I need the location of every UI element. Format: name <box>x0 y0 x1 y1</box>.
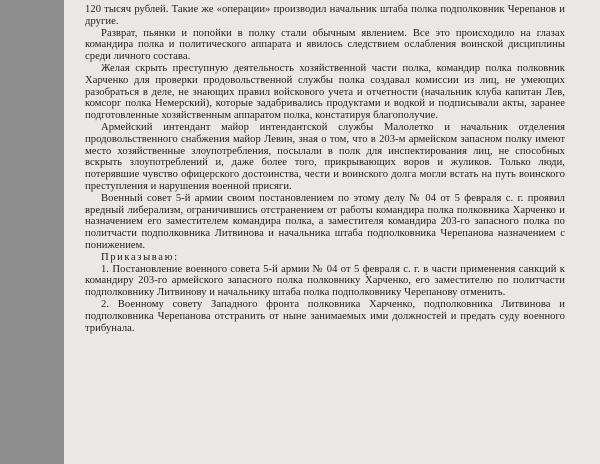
paragraph-commissions: Желая скрыть преступную деятельность хозяйственной части полка, командир полка полковник Харченко для проверки продовольственной службы полка создавал комиссии из лиц, не умеющих разобраться в деле, не знающих правил войскового учета и отчетности (начальник клуба капитан Лев, комсорг полка Немерский), которые задабривались продуктами и водкой и подписывали акты, заранее подготовленные хозяйственным аппаратом полка, констатируя благополучие. <box>85 62 565 122</box>
document-page <box>64 0 600 464</box>
orders-heading: Приказываю: <box>101 251 179 263</box>
paragraph-continuation: 120 тысяч рублей. Такие же «операции» производил начальник штаба полка подполковник Черепанов и другие. <box>85 4 565 27</box>
paragraph-quartermaster: Армейский интендант майор интендантской службы Малолетко и начальник отделения продовольственного снабжения майор Левин, зная о том, что в 203-м армейском запасном полку имеют место хозяйственные злоупотребления, посылали в полк для инспектирования лиц, не способных вскрыть злоупотреблений и, даже более того, прикрывающих воров и жуликов. Только люди, потерявшие чувство офицерского достоинства, чести и воинского долга могли встать на путь воинского преступления и нарушения военной присяги. <box>85 121 565 192</box>
paragraph-debauchery: Разврат, пьянки и попойки в полку стали обычным явлением. Все это происходило на глазах командира полка и политического аппарата и явилось следствием ослабления воинской дисциплины среди личного состава. <box>85 27 565 63</box>
document-text <box>85 4 565 334</box>
left-margin-strip <box>0 0 64 464</box>
order-item-1: 1. Постановление военного совета 5-й армии № 04 от 5 февраля с. г. в части применения санкций к командиру 203-го армейского запасного полка полковнику Харченко, его заместителю по политчасти подполковнику Литвинову и начальнику штаба полка подполковнику Черепанову отменить. <box>85 263 565 299</box>
order-item-2: 2. Военному совету Западного фронта полковника Харченко, подполковника Литвинова и подполковника Черепанова отстранить от ныне занимаемых ими должностей и предать суду военного трибунала. <box>85 298 565 334</box>
paragraph-military-council: Военный совет 5-й армии своим постановлением по этому делу № 04 от 5 февраля с. г. проявил вредный либерализм, ограничившись отстранением от работы командира полка полковника Харченко и назначением его заместителем командира полка, а заместителя командира 203-го запасного полка по политчасти подполковника Литвинова и начальника штаба подполковника Черепанова назначением с понижением. <box>85 192 565 251</box>
